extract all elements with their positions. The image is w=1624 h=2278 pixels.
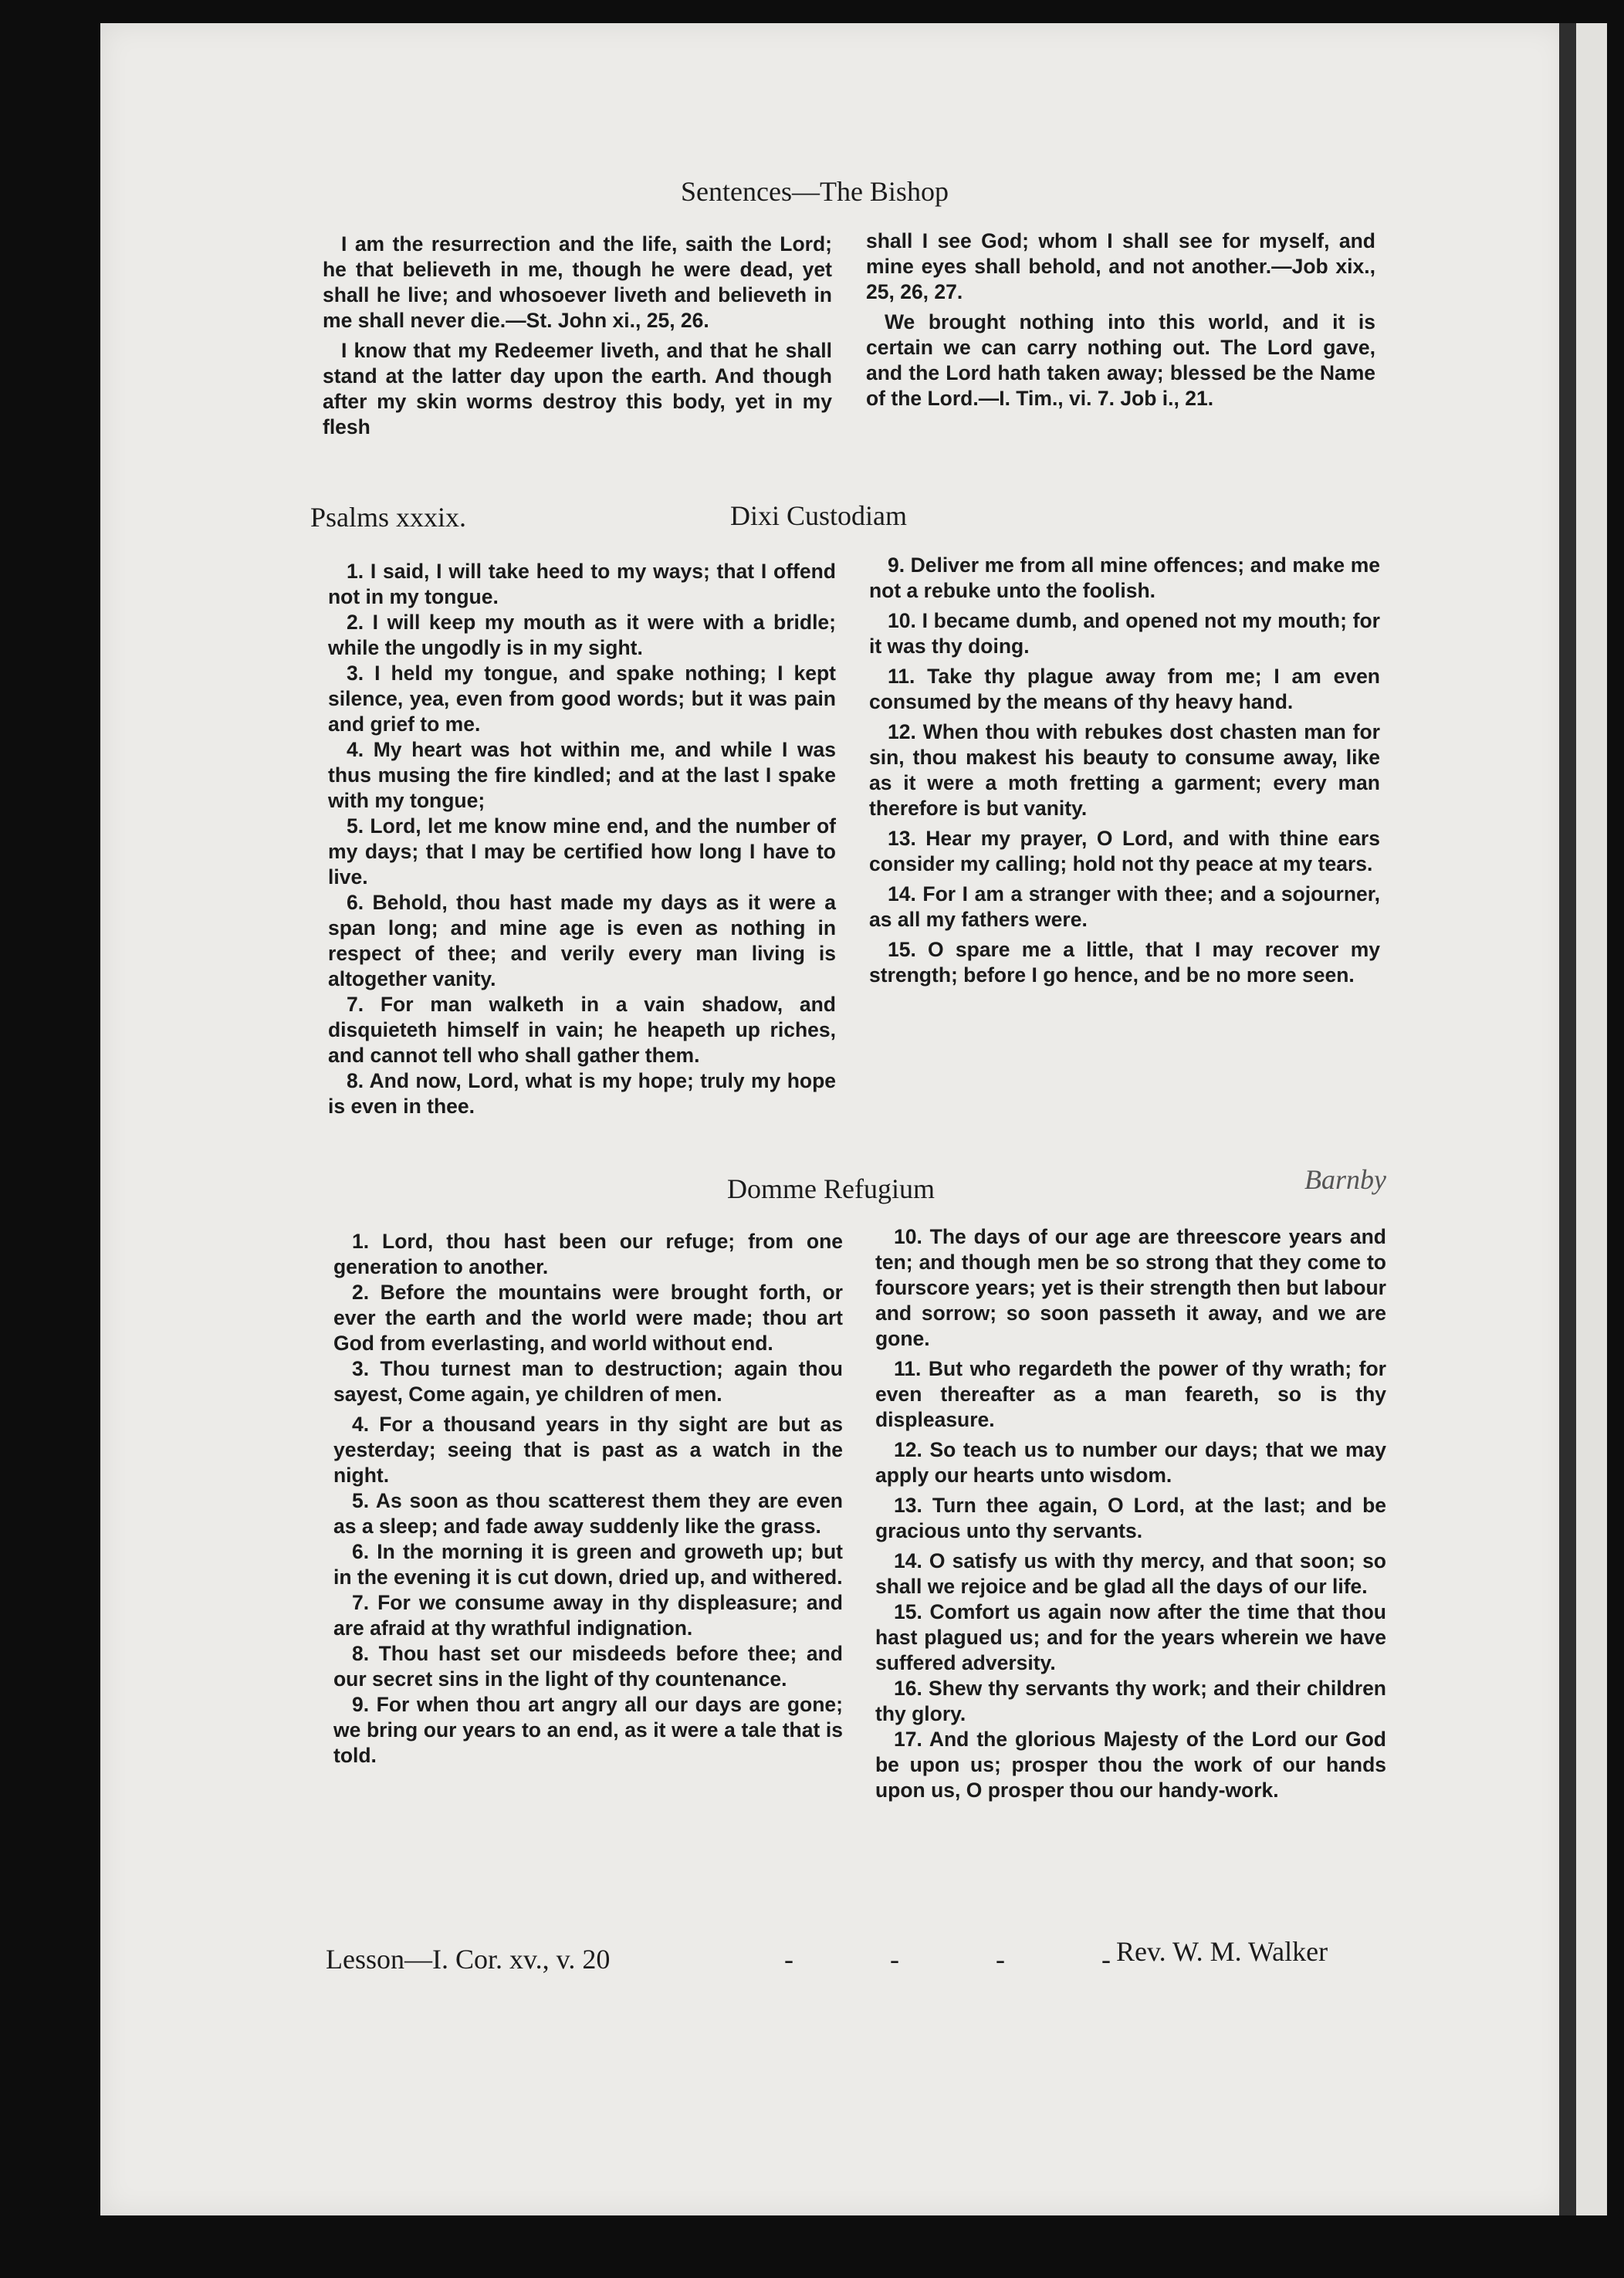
psalm39-verse-1: 1. I said, I will take heed to my ways; that I offend not in my tongue. <box>328 560 836 608</box>
psalm90-verse-1: 1. Lord, thou hast been our refuge; from one generation to another. <box>333 1230 843 1278</box>
psalm90-verse-7: 7. For we consume away in thy displeasure; and are afraid at thy wrathful indignation. <box>333 1591 843 1640</box>
psalm39-verse-13: 13. Hear my prayer, O Lord, and with thine ears consider my calling; hold not thy peace at my tears. <box>869 827 1380 875</box>
psalm90-title: Domme Refugium <box>727 1173 935 1204</box>
psalm39-verse-2: 2. I will keep my mouth as it were with a bridle; while the ungodly is in my sight. <box>328 611 836 659</box>
psalm39-verse-15: 15. O spare me a little, that I may recover my strength; before I go hence, and be no more seen. <box>869 938 1380 987</box>
page-edge-next-sheet <box>1576 23 1607 2215</box>
sentence-paragraph: I am the resurrection and the life, saith the Lord; he that believeth in me, though he were dead, yet shall he live; and whosoever liveth and believeth in me shall never die.—St. John xi., 25, 26. <box>323 232 832 332</box>
psalm39-verse-6: 6. Behold, thou hast made my days as it were a span long; and mine age is even as nothing in respect of thee; and verily every man living is altogether vanity. <box>328 891 836 990</box>
psalm90-left-column <box>333 1229 843 1769</box>
psalm39-verse-5: 5. Lord, let me know mine end, and the number of my days; that I may be certified how long I have to live. <box>328 814 836 889</box>
composer-credit: Barnby <box>1304 1164 1386 1195</box>
psalm90-verse-11: 11. But who regardeth the power of thy wrath; for even thereafter as a man feareth, so is thy displeasure. <box>875 1357 1386 1431</box>
psalm39-verse-7: 7. For man walketh in a vain shadow, and disquieteth himself in vain; he heapeth up riches, and cannot tell who shall gather them. <box>328 993 836 1067</box>
sentence-paragraph: We brought nothing into this world, and it is certain we can carry nothing out. The Lord gave, and the Lord hath taken away; blessed be the Name of the Lord.—I. Tim., vi. 7. Job i., 21. <box>866 310 1375 410</box>
psalm39-right-column <box>869 553 1380 988</box>
sentences-left-column <box>323 232 832 440</box>
sentence-paragraph: I know that my Redeemer liveth, and that he shall stand at the latter day upon the earth. And though after my skin worms destroy this body, yet in my flesh <box>323 339 832 438</box>
psalm90-verse-9: 9. For when thou art angry all our days are gone; we bring our years to an end, as it were a tale that is told. <box>333 1693 843 1767</box>
lesson-reader: Rev. W. M. Walker <box>1116 1936 1328 1967</box>
psalm39-verse-4: 4. My heart was hot within me, and while I was thus musing the fire kindled; and at the last I spake with my tongue; <box>328 738 836 812</box>
psalm39-verse-8: 8. And now, Lord, what is my hope; truly my hope is even in thee. <box>328 1069 836 1118</box>
psalm90-verse-6: 6. In the morning it is green and groweth up; but in the evening it is cut down, dried up, and withered. <box>333 1540 843 1589</box>
psalm90-verse-4: 4. For a thousand years in thy sight are but as yesterday; seeing that is past as a watch in the night. <box>333 1413 843 1487</box>
psalm90-right-column <box>875 1224 1386 1803</box>
lesson-label: Lesson—I. Cor. xv., v. 20 <box>326 1944 611 1975</box>
psalm90-verse-16: 16. Shew thy servants thy work; and their children thy glory. <box>875 1677 1386 1725</box>
psalm90-verse-3: 3. Thou turnest man to destruction; again thou sayest, Come again, ye children of men. <box>333 1357 843 1406</box>
psalm90-verse-14: 14. O satisfy us with thy mercy, and that soon; so shall we rejoice and be glad all the days of our life. <box>875 1549 1386 1598</box>
psalm90-verse-2: 2. Before the mountains were brought forth, or ever the earth and the world were made; thou art God from everlasting, and world without end. <box>333 1281 843 1355</box>
psalm90-verse-5: 5. As soon as thou scatterest them they are even as a sleep; and fade away suddenly like the grass. <box>333 1489 843 1538</box>
psalm39-verse-12: 12. When thou with rebukes dost chasten man for sin, thou makest his beauty to consume away, like as it were a moth fretting a garment; every man therefore is but vanity. <box>869 720 1380 820</box>
psalm39-verse-14: 14. For I am a stranger with thee; and a sojourner, as all my fathers were. <box>869 882 1380 931</box>
psalm39-title: Dixi Custodiam <box>730 500 908 531</box>
page-edge-shadow <box>1559 23 1576 2215</box>
psalm90-verse-13: 13. Turn thee again, O Lord, at the last; and be gracious unto thy servants. <box>875 1494 1386 1542</box>
psalm39-verse-9: 9. Deliver me from all mine offences; and make me not a rebuke unto the foolish. <box>869 553 1380 602</box>
lesson-leader-dashes: - - - - <box>784 1944 1155 1975</box>
sentences-right-column <box>866 228 1375 411</box>
sentences-heading: Sentences—The Bishop <box>681 176 949 207</box>
psalm39-verse-10: 10. I became dumb, and opened not my mouth; for it was thy doing. <box>869 609 1380 658</box>
psalm90-verse-15: 15. Comfort us again now after the time that thou hast plagued us; and for the years wherein we have suffered adversity. <box>875 1600 1386 1674</box>
psalm90-verse-10: 10. The days of our age are threescore years and ten; and though men be so strong that they come to fourscore years; yet is their strength then but labour and sorrow; so soon passeth it away, and we are gone. <box>875 1225 1386 1350</box>
psalm39-left-column <box>328 559 836 1119</box>
psalm90-verse-17: 17. And the glorious Majesty of the Lord our God be upon us; prosper thou the work of our hands upon us, O prosper thou our handy-work. <box>875 1728 1386 1802</box>
psalm39-verse-11: 11. Take thy plague away from me; I am even consumed by the means of thy heavy hand. <box>869 665 1380 713</box>
psalm39-label: Psalms xxxix. <box>310 502 467 533</box>
sentence-paragraph: shall I see God; whom I shall see for myself, and mine eyes shall behold, and not another.—Job xix., 25, 26, 27. <box>866 229 1375 303</box>
psalm90-verse-12: 12. So teach us to number our days; that we may apply our hearts unto wisdom. <box>875 1438 1386 1487</box>
psalm39-verse-3: 3. I held my tongue, and spake nothing; I kept silence, yea, even from good words; but it was pain and grief to me. <box>328 662 836 736</box>
psalm90-verse-8: 8. Thou hast set our misdeeds before thee; and our secret sins in the light of thy countenance. <box>333 1642 843 1691</box>
